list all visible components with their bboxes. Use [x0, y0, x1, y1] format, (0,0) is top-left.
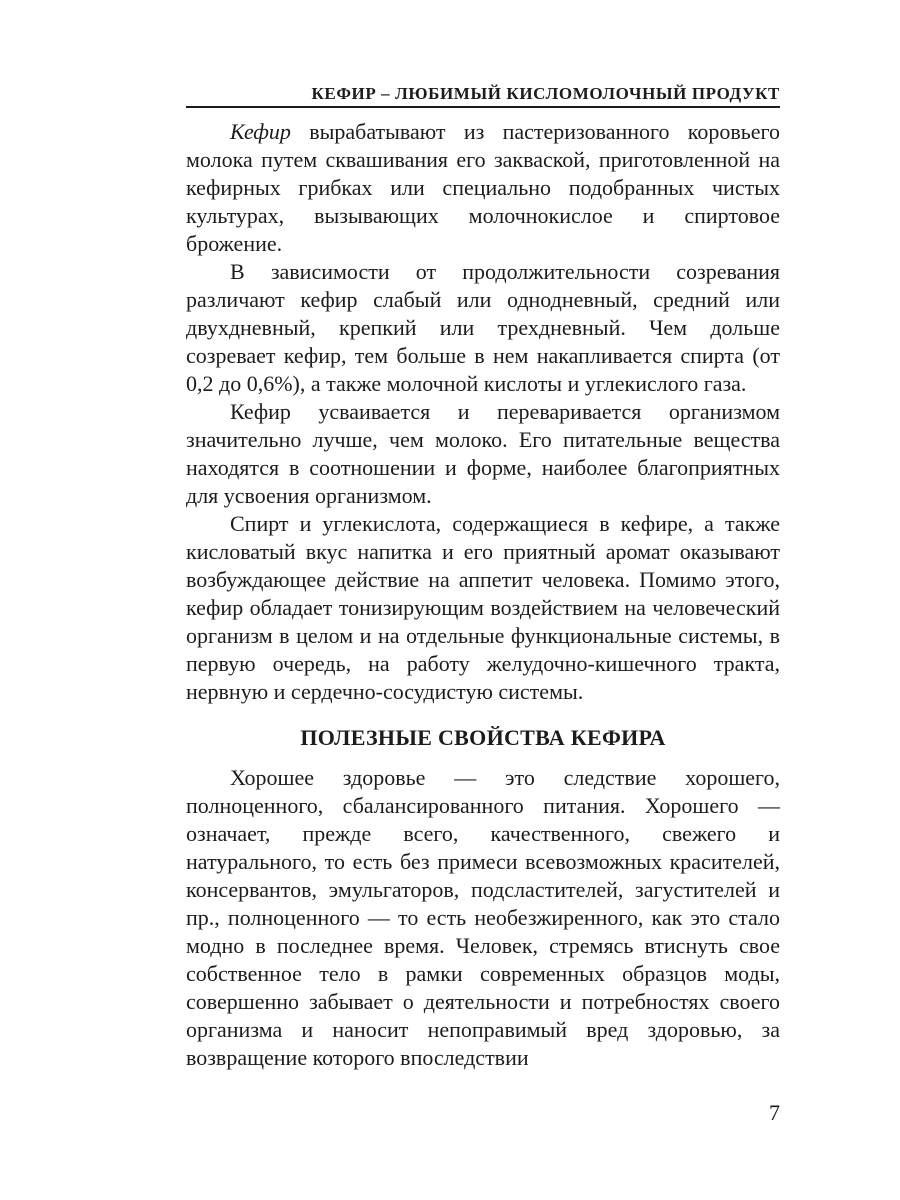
running-head: КЕФИР – ЛЮБИМЫЙ КИСЛОМОЛОЧНЫЙ ПРОДУКТ: [311, 84, 780, 103]
page-number: 7: [769, 1100, 780, 1125]
body-text: [186, 118, 780, 1072]
paragraph-1-text: вырабатывают из пастеризованного коровьего молока путем сквашивания его закваской, приготовленной на кефирных грибках или специально подобранных чистых культурах, вызывающих молочнокислое и спиртовое брожение.: [186, 119, 780, 256]
header-rule: [186, 106, 780, 108]
paragraph-3: Кефир усваивается и переваривается организмом значительно лучше, чем молоко. Его питательные вещества находятся в соотношении и форме, наиболее благоприятных для усвоения организмом.: [186, 399, 780, 508]
paragraph-1: [186, 118, 780, 258]
section-heading: ПОЛЕЗНЫЕ СВОЙСТВА КЕФИРА: [300, 725, 666, 750]
paragraph-4: Спирт и углекислота, содержащиеся в кефире, а также кисловатый вкус напитка и его приятный аромат оказывают возбуждающее действие на аппетит человека. Помимо этого, кефир обладает тонизирующим воздействием на человеческий организм в целом и на отдельные функциональные системы, в первую очередь, на работу желудочно-кишечного тракта, нервную и сердечно-сосудистую системы.: [186, 511, 780, 704]
section-paragraph: Хорошее здоровье — это следствие хорошего, полноценного, сбалансированного питания. Хорошего — означает, прежде всего, качественного, свежего и натурального, то есть без примеси всевозможных красителей, консервантов, эмульгаторов, подсластителей, загустителей и пр., полноценного — то есть необезжиренного, как это стало модно в последнее время. Человек, стремясь втиснуть свое собственное тело в рамки современных образцов моды, совершенно забывает о деятельности и потребностях своего организма и наносит непоправимый вред здоровью, за возвращение которого впоследствии: [186, 765, 780, 1070]
paragraph-2: В зависимости от продолжительности созревания различают кефир слабый или однодневный, средний или двухдневный, крепкий или трехдневный. Чем дольше созревает кефир, тем больше в нем накапливается спирта (от 0,2 до 0,6%), а также молочной кислоты и углекислого газа.: [186, 259, 780, 396]
paragraph-1-lead: Кефир: [230, 119, 291, 144]
